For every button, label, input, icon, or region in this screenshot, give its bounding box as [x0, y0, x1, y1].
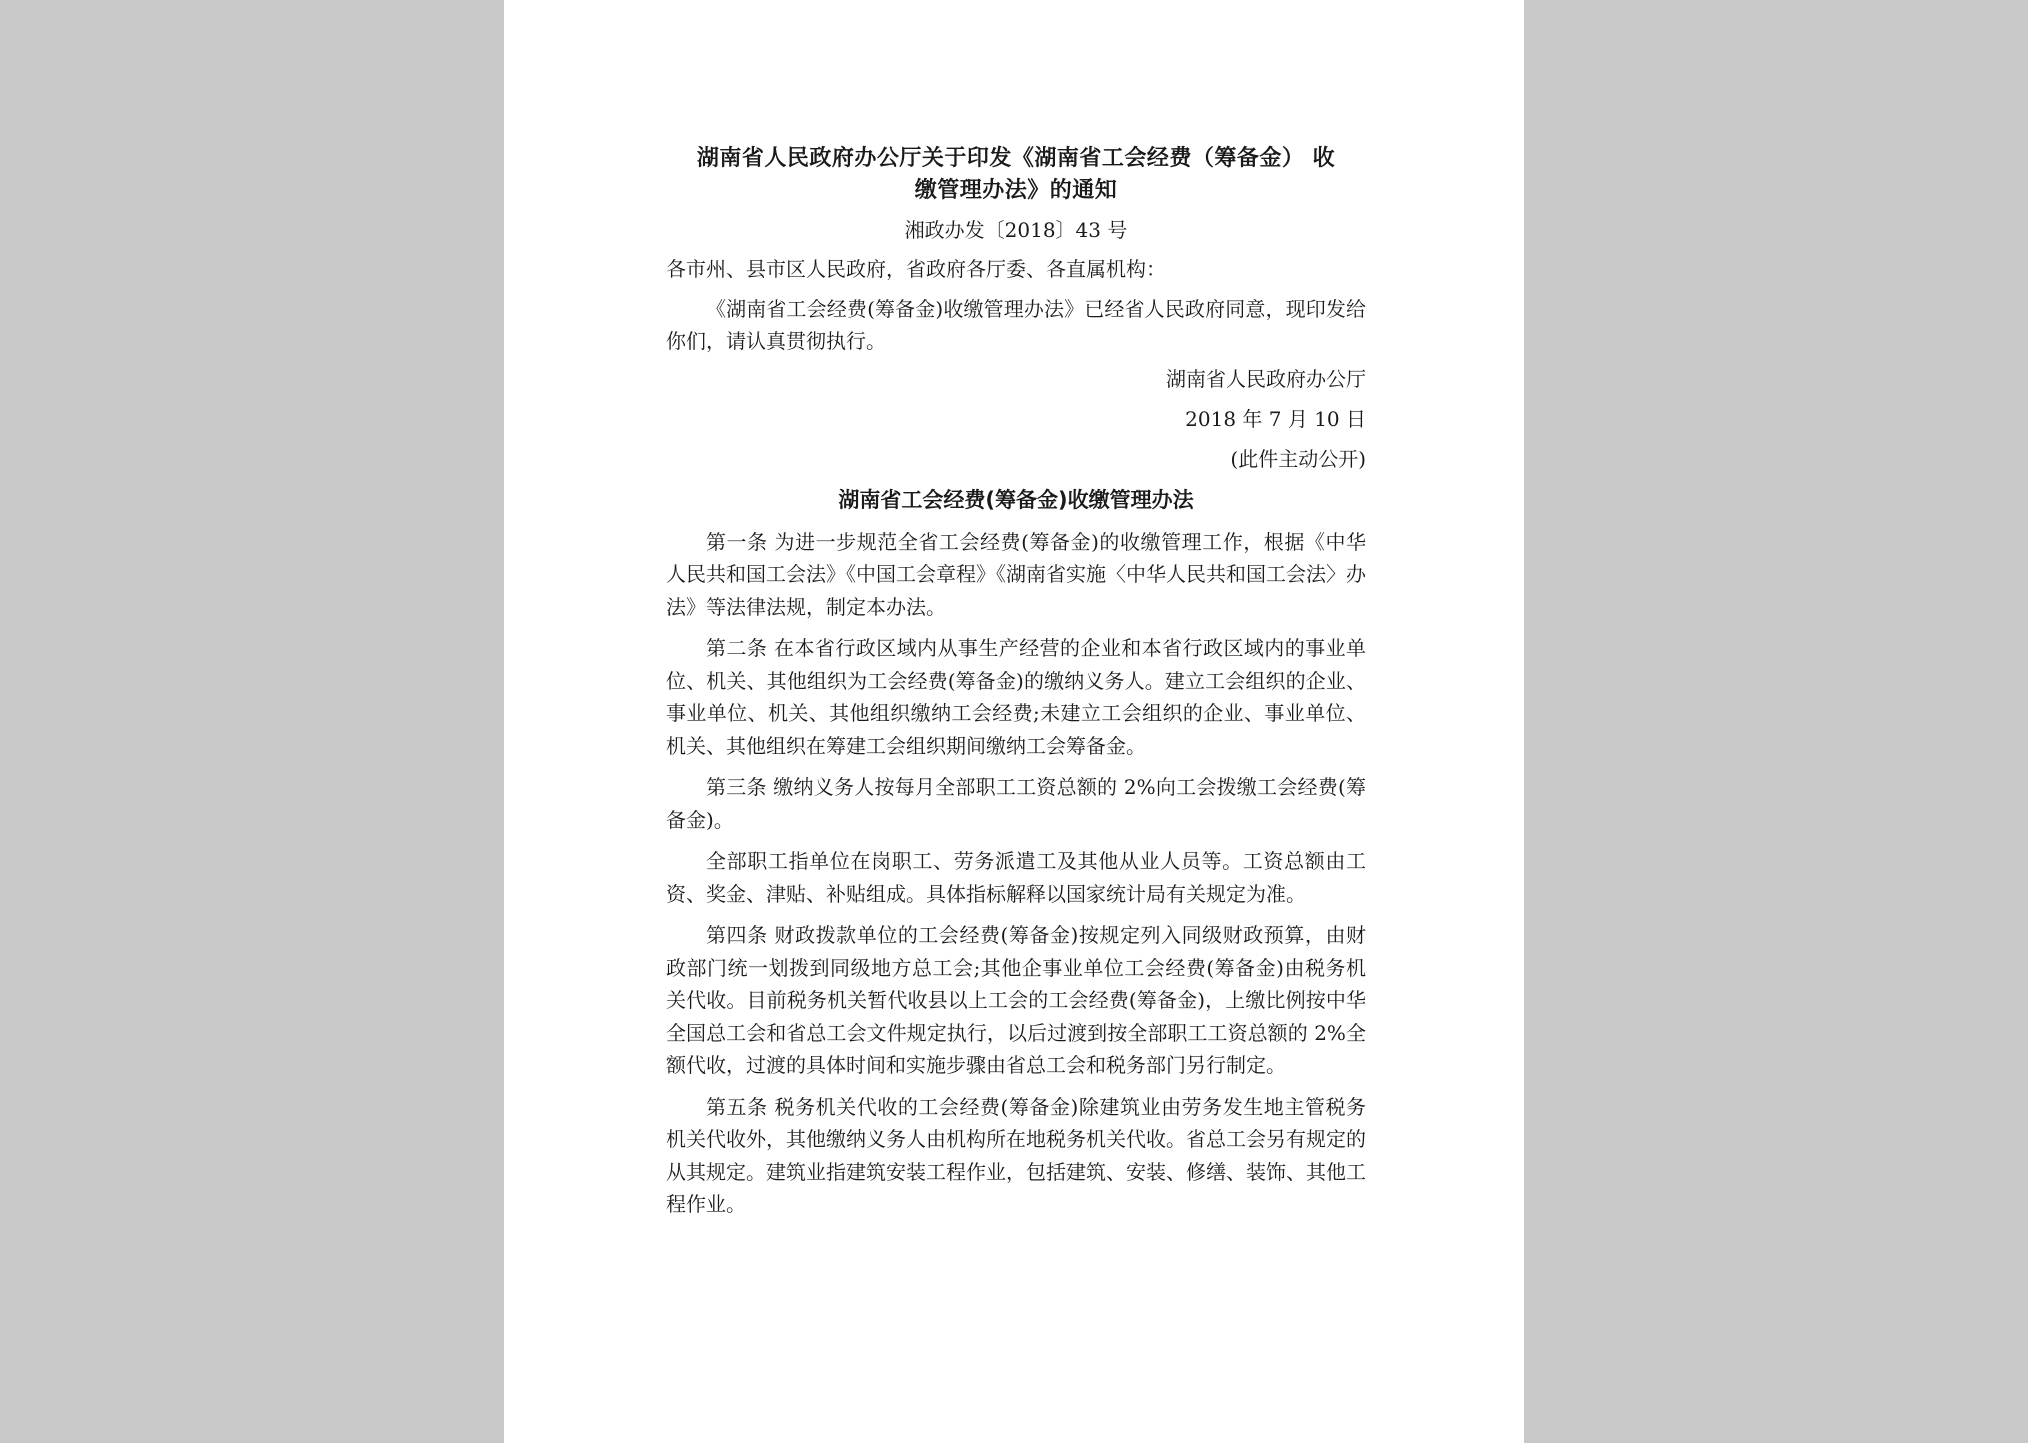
intro-paragraph: 《湖南省工会经费(筹备金)收缴管理办法》已经省人民政府同意，现印发给你们，请认真贯彻执行。	[666, 296, 1366, 353]
issue-date: 2018 年 7 月 10 日	[1185, 406, 1366, 431]
disclosure-note: (此件主动公开)	[1230, 446, 1366, 471]
document-title	[666, 143, 1366, 207]
article-4: 第四条 财政拨款单位的工会经费(筹备金)按规定列入同级财政预算，由财政部门统一划拨到同级地方总工会;其他企事业单位工会经费(筹备金)由税务机关代收。目前税务机关暂代收县以上工会的工会经费(筹备金)，上缴比例按中华全国总工会和省总工会文件规定执行，以后过渡到按全部职工工资总额的 2%全额代收，过渡的具体时间和实施步骤由省总工会和税务部门另行制定。	[666, 923, 1366, 1077]
document-title-line-2: 缴管理办法》的通知	[914, 178, 1118, 203]
article-3-definition: 全部职工指单位在岗职工、劳务派遣工及其他从业人员等。工资总额由工资、奖金、津贴、补贴组成。具体指标解释以国家统计局有关规定为准。	[666, 849, 1366, 906]
article-1: 第一条 为进一步规范全省工会经费(筹备金)的收缴管理工作，根据《中华人民共和国工会法》《中国工会章程》《湖南省实施〈中华人民共和国工会法〉办法》等法律法规，制定本办法。	[666, 529, 1366, 619]
signature-block	[666, 364, 1366, 474]
article-5: 第五条 税务机关代收的工会经费(筹备金)除建筑业由劳务发生地主管税务机关代收外，其他缴纳义务人由机构所在地税务机关代收。省总工会另有规定的从其规定。建筑业指建筑安装工程作业，包括建筑、安装、修缮、装饰、其他工程作业。	[666, 1094, 1366, 1216]
article-3: 第三条 缴纳义务人按每月全部职工工资总额的 2%向工会拨缴工会经费(筹备金)。	[666, 775, 1366, 832]
article-2: 第二条 在本省行政区域内从事生产经营的企业和本省行政区域内的事业单位、机关、其他组织为工会经费(筹备金)的缴纳义务人。建立工会组织的企业、事业单位、机关、其他组织缴纳工会经费;未建立工会组织的企业、事业单位、机关、其他组织在筹建工会组织期间缴纳工会筹备金。	[666, 636, 1366, 758]
document-content	[666, 143, 1366, 1230]
issuer: 湖南省人民政府办公厅	[1166, 366, 1366, 391]
measures-title: 湖南省工会经费(筹备金)收缴管理办法	[838, 487, 1194, 512]
salutation: 各市州、县市区人民政府，省政府各厅委、各直属机构：	[666, 257, 1166, 281]
document-page	[504, 0, 1524, 1443]
document-number: 湘政办发〔2018〕43 号	[904, 218, 1128, 242]
document-title-line-1: 湖南省人民政府办公厅关于印发《湖南省工会经费（筹备金） 收	[696, 146, 1336, 171]
